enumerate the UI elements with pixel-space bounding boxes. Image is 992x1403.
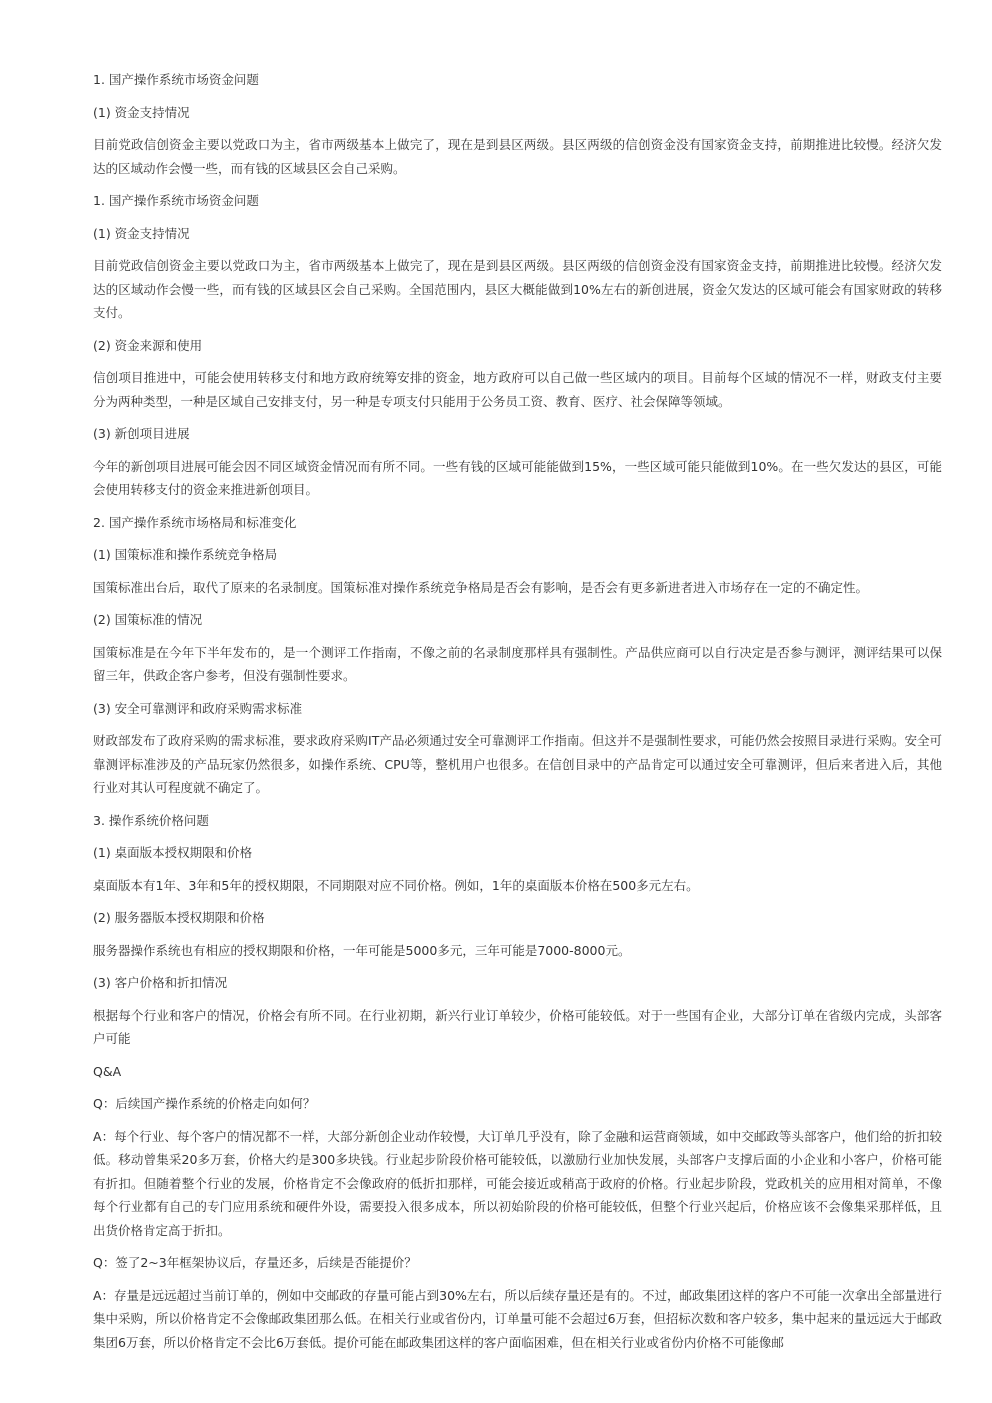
section-heading: (1) 国策标准和操作系统竞争格局 [93,547,278,562]
section-heading: (2) 资金来源和使用 [93,337,203,353]
paragraph: A：每个行业、每个客户的情况都不一样，大部分新创企业动作较慢，大订单几乎没有，除了金融和运营商领域，如中交邮政等头部客户，他们给的折扣较低。移动曾集采20多万套，价格大约是300多块钱。行业起步阶段价格可能较低，以激励行业加快发展，头部客户支撑后面的小企业和小客户，价格可能有折扣。但随着整个行业的发展，价格肯定不会像政府的低折扣那样，可能会接近或稍高于政府的价格。行业起步阶段，党政机关的应用相对简单，不像每个行业都有自己的专门应用系统和硬件外设，需要投入很多成本，所以初始阶段的价格可能较低，但整个行业兴起后，价格应该不会像集采那样低，且出货价格肯定高于折扣。 [93,1128,942,1238]
section-heading: 1. 国产操作系统市场资金问题 [93,72,259,87]
section-heading: 3. 操作系统价格问题 [93,812,209,828]
section-heading: Q：后续国产操作系统的价格走向如何？ [93,1096,316,1111]
paragraph: 目前党政信创资金主要以党政口为主，省市两级基本上做完了，现在是到县区两级。县区两级的信创资金没有国家资金支持，前期推进比较慢。经济欠发达的区域动作会慢一些，而有钱的区域县区会自己采购。 [93,137,942,176]
paragraph: 服务器操作系统也有相应的授权期限和价格，一年可能是5000多元，三年可能是7000-8000元。 [93,942,631,958]
section-heading: (2) 服务器版本授权期限和价格 [93,910,265,925]
paragraph: 桌面版本有1年、3年和5年的授权期限，不同期限对应不同价格。例如，1年的桌面版本价格在500多元左右。 [93,877,699,893]
paragraph: 财政部发布了政府采购的需求标准，要求政府采购IT产品必须通过安全可靠测评工作指南。但这并不是强制性要求，可能仍然会按照目录进行采购。安全可靠测评标准涉及的产品玩家仍然很多，如操作系统、CPU等，整机用户也很多。在信创目录中的产品肯定可以通过安全可靠测评，但后来者进入后，其他行业对其认可程度就不确定了。 [93,733,942,795]
paragraph: 今年的新创项目进展可能会因不同区域资金情况而有所不同。一些有钱的区域可能能做到15%，一些区域可能只能做到10%。在一些欠发达的县区，可能会使用转移支付的资金来推进新创项目。 [93,458,942,497]
section-heading: (1) 资金支持情况 [93,225,190,241]
paragraph: 根据每个行业和客户的情况，价格会有所不同。在行业初期，新兴行业订单较少，价格可能较低。对于一些国有企业，大部分订单在省级内完成，头部客户可能 [93,1007,942,1046]
paragraph: 目前党政信创资金主要以党政口为主，省市两级基本上做完了，现在是到县区两级。县区两级的信创资金没有国家资金支持，前期推进比较慢。经济欠发达的区域动作会慢一些，而有钱的区域县区会自己采购。全国范围内，县区大概能做到10%左右的新创进展，资金欠发达的区域可能会有国家财政的转移支付。 [93,258,942,320]
paragraph: 国策标准出台后，取代了原来的名录制度。国策标准对操作系统竞争格局是否会有影响，是否会有更多新进者进入市场存在一定的不确定性。 [93,579,869,595]
section-heading: (1) 桌面版本授权期限和价格 [93,845,253,860]
section-heading: (2) 国策标准的情况 [93,612,203,627]
section-heading: (1) 资金支持情况 [93,104,190,120]
section-heading: Q&A [93,1063,122,1079]
section-heading: (3) 客户价格和折扣情况 [93,975,228,990]
paragraph: A：存量是远远超过当前订单的，例如中交邮政的存量可能占到30%左右，所以后续存量还是有的。不过，邮政集团这样的客户不可能一次拿出全部量进行集中采购，所以价格肯定不会像邮政集团那么低。在相关行业或省份内，订单量可能不会超过6万套，但招标次数和客户较多，集中起来的量远远大于邮政集团6万套，所以价格肯定不会比6万套低。提价可能在邮政集团这样的客户面临困难，但在相关行业或省份内价格不可能像邮 [93,1287,942,1350]
section-heading: (3) 新创项目进展 [93,426,190,441]
section-heading: 2. 国产操作系统市场格局和标准变化 [93,514,297,530]
section-heading: 1. 国产操作系统市场资金问题 [93,193,259,208]
paragraph: 信创项目推进中，可能会使用转移支付和地方政府统筹安排的资金，地方政府可以自己做一些区域内的项目。目前每个区域的情况不一样，财政支付主要分为两种类型，一种是区域自己安排支付，另一种是专项支付只能用于公务员工资、教育、医疗、社会保障等领域。 [93,370,942,409]
section-heading: Q：签了2~3年框架协议后，存量还多，后续是否能提价？ [93,1255,417,1270]
paragraph: 国策标准是在今年下半年发布的，是一个测评工作指南，不像之前的名录制度那样具有强制性。产品供应商可以自行决定是否参与测评，测评结果可以保留三年，供政企客户参考，但没有强制性要求。 [93,644,942,683]
section-heading: (3) 安全可靠测评和政府采购需求标准 [93,700,303,716]
